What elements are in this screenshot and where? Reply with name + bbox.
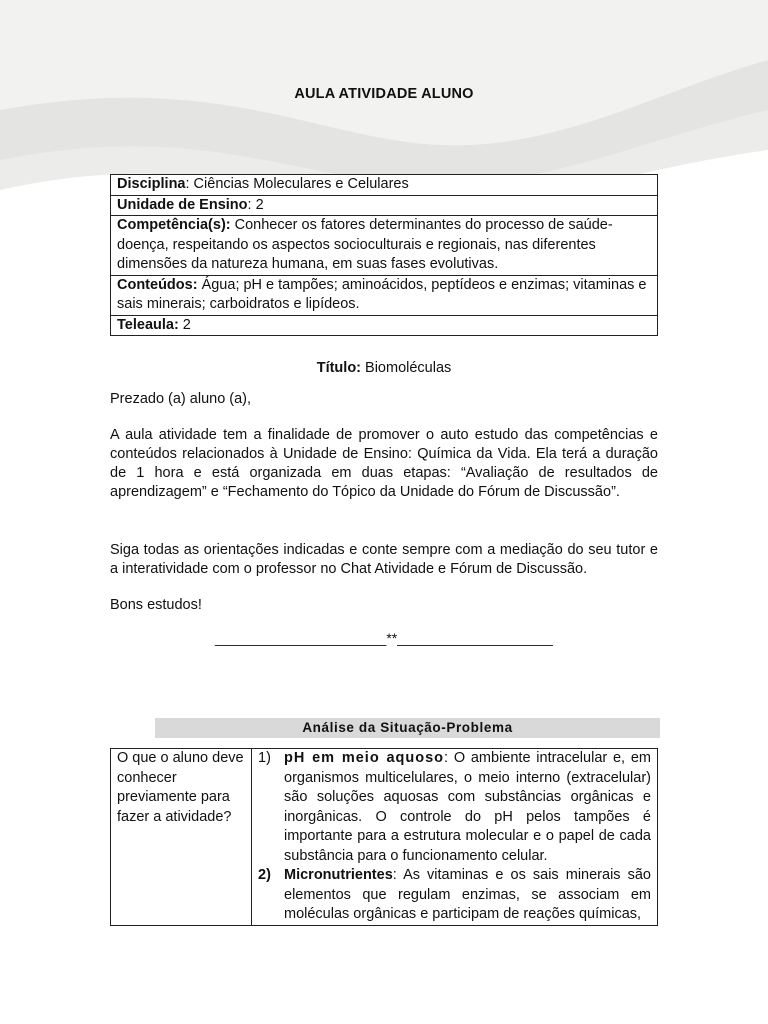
item-text: : As vitaminas e os sais minerais são elementos que regulam enzimas, se associam em moléculas orgânicas e participam de reações químicas, <box>284 867 651 922</box>
greeting: Prezado (a) aluno (a), <box>110 391 252 407</box>
lesson-title-value: Biomoléculas <box>361 360 452 376</box>
document-title: AULA ATIVIDADE ALUNO <box>294 86 474 102</box>
prerequisite-answer <box>252 749 658 926</box>
disciplina-label: Disciplina <box>117 176 186 192</box>
teleaula-label: Teleaula: <box>117 316 179 333</box>
item-title: Micronutrientes <box>284 867 393 883</box>
item-text: : O ambiente intracelular e, em organismos multicelulares, o meio interno (extracelular) são soluções aquosas com substâncias orgânicas e inorgânicas. O controle do pH pelos tampões é importante para a estrutura molecular e o papel de cada substância para o funcionamento celular. <box>284 750 651 864</box>
unidade-value: : 2 <box>247 196 264 213</box>
disciplina-row <box>111 175 658 196</box>
list-item <box>258 866 651 925</box>
info-table <box>110 174 658 336</box>
unidade-label: Unidade de Ensino <box>117 196 248 213</box>
competencia-label: Competência(s): <box>117 217 231 233</box>
separator-line: ______________________**____________________ <box>215 630 553 646</box>
conteudos-value: Água; pH e tampões; aminoácidos, peptídeos e enzimas; vitaminas e sais minerais; carboidratos e lipídeos. <box>117 276 647 312</box>
item-number: 2) <box>258 867 271 883</box>
teleaula-value: 2 <box>178 316 191 333</box>
situation-header: Análise da Situação-Problema <box>155 718 660 738</box>
instructions-paragraph: Siga todas as orientações indicadas e conte sempre com a mediação do seu tutor e a interatividade com o professor no Chat Atividade e Fórum de Discussão. <box>110 542 658 577</box>
situation-row <box>111 749 658 926</box>
conteudos-label: Conteúdos: <box>117 276 198 293</box>
item-number: 1) <box>258 750 271 766</box>
lesson-title <box>0 360 768 376</box>
conteudos-row <box>111 275 658 315</box>
unidade-row <box>111 195 658 216</box>
list-item <box>258 749 651 866</box>
prerequisite-question: O que o aluno deve conhecer previamente para fazer a atividade? <box>111 749 252 926</box>
item-title: pH em meio aquoso <box>284 750 445 766</box>
disciplina-value: : Ciências Moleculares e Celulares <box>185 176 409 192</box>
situation-table <box>110 748 658 926</box>
teleaula-row <box>111 315 658 336</box>
intro-paragraph: A aula atividade tem a finalidade de promover o auto estudo das competências e conteúdos relacionados à Unidade de Ensino: Química da Vida. Ela terá a duração de 1 hora e está organizada em duas etapas: “Avaliação de resultados de aprendizagem” e “Fechamento do Tópico da Unidade do Fórum de Discussão”. <box>110 427 658 500</box>
competencia-row <box>111 216 658 276</box>
lesson-title-label: Título: <box>316 360 362 376</box>
competencia-value: Conhecer os fatores determinantes do processo de saúde-doença, respeitando os aspectos socioculturais e regionais, nas diferentes dimensões da natureza humana, em suas fases evolutivas. <box>117 217 613 272</box>
closing: Bons estudos! <box>110 597 202 613</box>
